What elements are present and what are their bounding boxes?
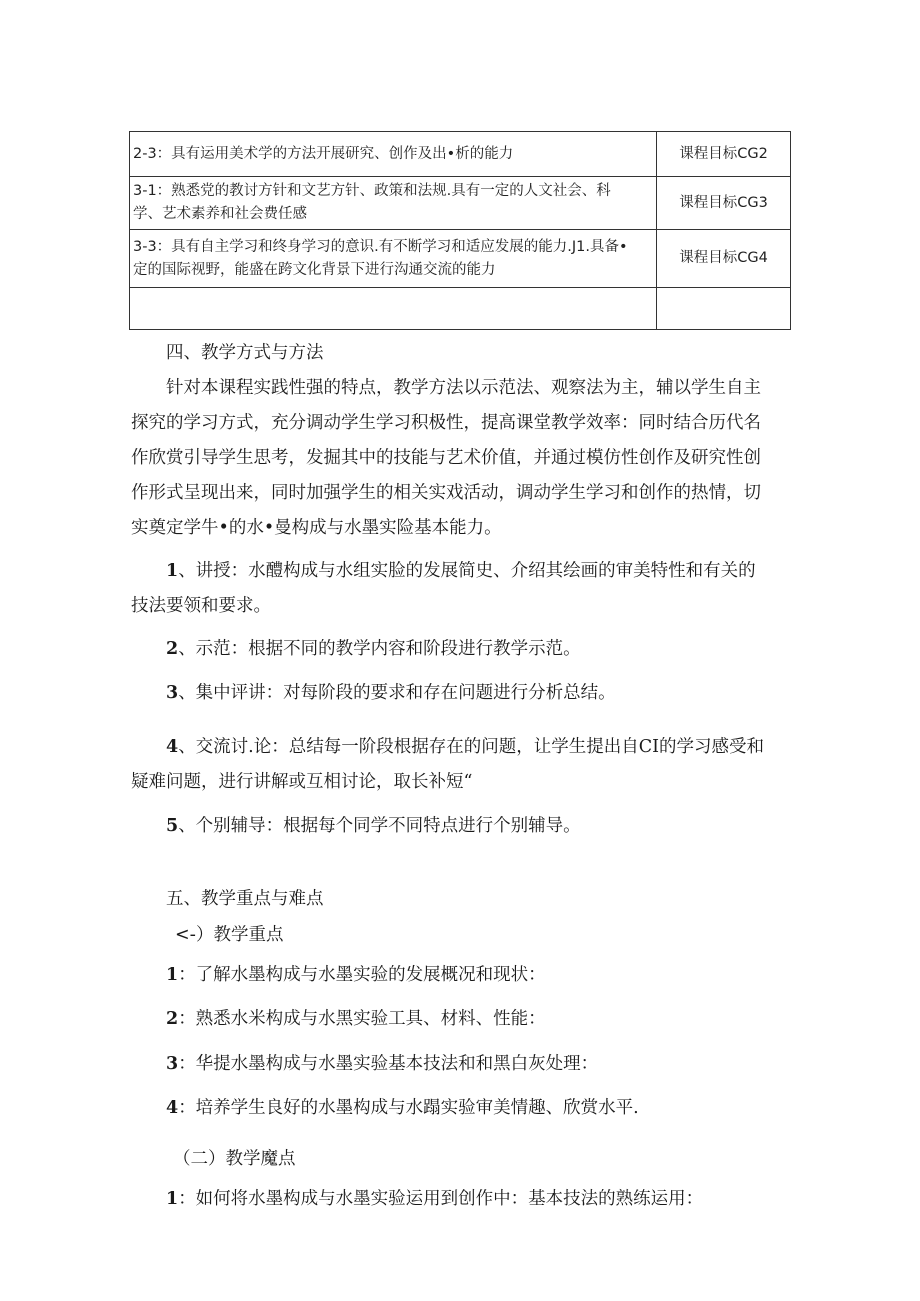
item-number: 3 <box>166 683 179 703</box>
requirement-text: 学、艺术素养和社会费任感 <box>133 206 307 222</box>
paragraph-line: 探究的学习方式，充分调动学生学习积极性，提高课堂教学效率：同时结合历代名 <box>131 413 761 433</box>
item-text: 、集中评讲：对每阶段的要求和存在问题进行分析总结。 <box>178 683 616 703</box>
item-number: 4 <box>166 1098 179 1118</box>
list-item <box>166 961 546 986</box>
list-item <box>166 1050 598 1075</box>
item-text: ：如何将水墨构成与水墨实验运用到创作中：基本技法的熟练运用： <box>178 1189 704 1209</box>
section-heading: 四、教学方式与方法 <box>166 343 324 363</box>
section-heading: 五、教学重点与难点 <box>166 889 324 909</box>
course-goal-cell: 课程目标CG4 <box>657 230 791 288</box>
list-item-continuation: 技法要领和要求。 <box>131 596 271 616</box>
list-item <box>166 1094 639 1119</box>
list-item <box>166 557 756 582</box>
item-number: 1 <box>166 1189 179 1209</box>
item-number: 5 <box>166 816 179 836</box>
item-text: 、交流讨.论：总结每一阶段根据存在的问题，让学生提出自CI的学习感受和 <box>178 737 765 757</box>
item-text: ：培养学生良好的水墨构成与水蹋实验审美情趣、欣赏水平. <box>178 1098 639 1118</box>
requirement-text: 定的国际视野，能盛在跨文化背景下进行沟通交流的能力 <box>133 261 496 278</box>
requirement-text: 3-1：熟悉党的教讨方针和文艺方针、政策和法规.具有一定的人文社会、科 <box>133 183 611 199</box>
list-item-continuation: 疑难问题，进行讲解或互相讨论，取长补短“ <box>131 772 473 792</box>
subsection-heading: （二）教学魔点 <box>173 1149 296 1169</box>
graduation-requirements-table <box>129 131 791 330</box>
requirement-cell <box>130 230 657 288</box>
item-number: 2 <box>166 1009 179 1029</box>
course-goal-cell: 课程目标CG3 <box>657 177 791 230</box>
subsection-heading: <-）教学重点 <box>175 925 284 945</box>
item-number: 1 <box>166 561 179 581</box>
course-goal-cell: 课程目标CG2 <box>657 132 791 177</box>
table-row <box>130 288 791 330</box>
table-row <box>130 132 791 177</box>
table-row <box>130 177 791 230</box>
requirement-text: 2-3：具有运用美术学的方法开展研究、创作及出•析的能力 <box>133 145 514 162</box>
item-number: 1 <box>166 965 179 985</box>
paragraph-line: 针对本课程实践性强的特点，教学方法以示范法、观察法为主，辅以学生自主 <box>166 378 761 398</box>
item-text: ：华提水墨构成与水墨实验基本技法和和黑白灰处理： <box>178 1054 599 1074</box>
list-item <box>166 812 581 837</box>
list-item <box>166 1005 546 1030</box>
item-number: 3 <box>166 1054 179 1074</box>
item-text: ：熟悉水米构成与水黑实验工具、材料、性能： <box>178 1009 546 1029</box>
item-number: 4 <box>166 737 179 757</box>
item-text: 、示范：根据不同的教学内容和阶段进行教学示范。 <box>178 639 581 659</box>
list-item <box>166 733 764 758</box>
requirement-cell <box>130 132 657 177</box>
paragraph-line: 实奠定学牛•的水•曼构成与水墨实险基本能力。 <box>131 518 502 538</box>
requirement-text: 3-3：具有自主学习和终身学习的意识.有不断学习和适应发展的能力.J1.具备• <box>133 238 628 255</box>
paragraph-line: 作欣赏引导学生思考，发掘其中的技能与艺术价值，并通过模仿性创作及研究性创 <box>131 448 761 468</box>
requirement-cell <box>130 288 657 330</box>
item-number: 2 <box>166 639 179 659</box>
requirement-cell <box>130 177 657 230</box>
item-text: 、个别辅导：根据每个同学不同特点进行个别辅导。 <box>178 816 581 836</box>
list-item <box>166 635 581 660</box>
course-goal-cell <box>657 288 791 330</box>
paragraph-line: 作形式呈现出来，同时加强学生的相关实戏活动，调动学生学习和创作的热情，切 <box>131 483 761 503</box>
list-item <box>166 1185 703 1210</box>
list-item <box>166 679 616 704</box>
item-text: ：了解水墨构成与水墨实验的发展概况和现状： <box>178 965 546 985</box>
table-row <box>130 230 791 288</box>
item-text: 、讲授：水醴构成与水组实脸的发展简史、介绍其绘画的审美特性和有关的 <box>178 561 756 581</box>
